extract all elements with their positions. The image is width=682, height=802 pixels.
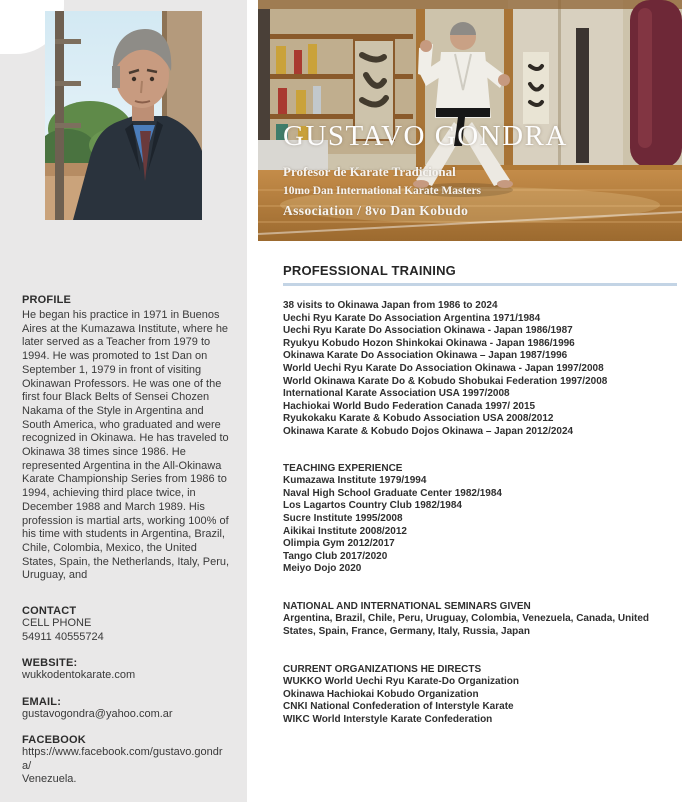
facebook-link[interactable]: https://www.facebook.com/gustavo.gondra/ bbox=[22, 746, 223, 772]
training-item: Okinawa Karate & Kobudo Dojos Okinawa – Japan 2012/2024 bbox=[283, 425, 574, 437]
cell-phone-value: 54911 40555724 bbox=[22, 630, 104, 643]
organization-item: WIKC World Interstyle Karate Confederation bbox=[283, 714, 493, 726]
sidebar-content bbox=[22, 294, 234, 787]
training-item: Uechi Ryu Karate Do Association Okinawa - Japan 1986/1987 bbox=[283, 325, 573, 337]
portrait-photo bbox=[45, 11, 202, 220]
seminars-body: Argentina, Brazil, Chile, Peru, Uruguay, Colombia, Venezuela, Canada, United States, Spain, France, Germany, Italy, Russia, Japan bbox=[283, 613, 650, 638]
hero-overlay bbox=[258, 0, 682, 241]
email-heading: EMAIL: bbox=[22, 695, 62, 708]
website-heading: WEBSITE: bbox=[22, 657, 78, 670]
profile-body: He began his practice in 1971 in Buenos Aires at the Kumazawa Institute, where he later served as a Teacher from 1979 to 1994. He was promoted to 1st Dan on September 1, 1979 in front of visiting Okinawan Professors. He was one of the first four Black Belts of Sensei Chozen Nakama of the Style in Argentina and South America, who graduated and were recognized in Okinawa. He has traveled to Okinawa 38 times since 1986. He represented Argentina in the All-Okinawa Karate Championship Series from 1986 to 1994, achieving third place twice, in December 1988 and March 1989. His profession is martial arts, working 100% of his time with students in Argentina, Brazil, Chile, Colombia, Mexico, the United States, Spain, the Netherlands, Italy, Peru, Uruguay, and bbox=[22, 309, 230, 582]
training-item: Hachiokai World Budo Federation Canada 1997/ 2015 bbox=[283, 400, 536, 412]
email-link[interactable]: gustavogondra@yahoo.com.ar bbox=[22, 707, 173, 720]
organization-item: Okinawa Hachiokai Kobudo Organization bbox=[283, 688, 479, 700]
teaching-item: Los Lagartos Country Club 1982/1984 bbox=[283, 500, 462, 512]
seminars-heading: NATIONAL AND INTERNATIONAL SEMINARS GIVEN bbox=[283, 600, 531, 612]
teaching-experience-heading: TEACHING EXPERIENCE bbox=[283, 462, 403, 474]
teaching-item: Olimpia Gym 2012/2017 bbox=[283, 538, 395, 550]
training-item: International Karate Association USA 1997/2008 bbox=[283, 388, 510, 400]
website-link[interactable]: wukkodentokarate.com bbox=[22, 669, 136, 682]
training-item: World Okinawa Karate Do & Kobudo Shobukai Federation 1997/2008 bbox=[283, 375, 608, 387]
training-item: Uechi Ryu Karate Do Association Argentina 1971/1984 bbox=[283, 312, 541, 324]
contact-section bbox=[22, 605, 234, 644]
cell-phone-label: CELL PHONE bbox=[22, 617, 92, 630]
email-section bbox=[22, 696, 234, 722]
professional-training-heading: PROFESSIONAL TRAINING bbox=[283, 263, 677, 286]
facebook-section bbox=[22, 734, 234, 787]
main-content bbox=[283, 263, 677, 727]
teaching-item: Aikikai Institute 2008/2012 bbox=[283, 525, 407, 537]
organization-item: WUKKO World Uechi Ryu Karate-Do Organization bbox=[283, 676, 519, 688]
hero-subtitle-2: 10mo Dan International Karate Masters bbox=[283, 185, 482, 197]
portrait-photo-illustration bbox=[45, 11, 202, 220]
website-section bbox=[22, 657, 234, 683]
hero-subtitle-3: Association / 8vo Dan Kobudo bbox=[283, 203, 469, 218]
training-item: World Uechi Ryu Karate Do Association Okinawa - Japan 1997/2008 bbox=[283, 362, 604, 374]
training-item: 38 visits to Okinawa Japan from 1986 to 2024 bbox=[283, 300, 498, 311]
contact-heading: CONTACT bbox=[22, 605, 77, 618]
left-sidebar bbox=[0, 0, 247, 802]
organization-item: CNKI National Confederation of Interstyle Karate bbox=[283, 701, 514, 713]
training-item: Ryukyu Kobudo Hozon Shinkokai Okinawa - Japan 1986/1996 bbox=[283, 337, 575, 349]
person-name: GUSTAVO GONDRA bbox=[283, 120, 568, 152]
training-item: Ryukokaku Karate & Kobudo Association USA 2008/2012 bbox=[283, 413, 554, 425]
facebook-extra: Venezuela. bbox=[22, 773, 77, 786]
teaching-item: Sucre Institute 1995/2008 bbox=[283, 512, 403, 524]
training-item: Okinawa Karate Do Association Okinawa – Japan 1987/1996 bbox=[283, 350, 568, 362]
facebook-heading: FACEBOOK bbox=[22, 734, 86, 747]
teaching-item: Meiyo Dojo 2020 bbox=[283, 563, 362, 575]
teaching-item: Kumazawa Institute 1979/1994 bbox=[283, 475, 427, 487]
organizations-heading: CURRENT ORGANIZATIONS HE DIRECTS bbox=[283, 663, 482, 675]
hero-subtitle-1: Profesor de Karate Tradicional bbox=[283, 164, 456, 179]
profile-heading: PROFILE bbox=[22, 294, 72, 306]
dojo-photo bbox=[258, 0, 682, 241]
teaching-item: Tango Club 2017/2020 bbox=[283, 550, 388, 562]
teaching-item: Naval High School Graduate Center 1982/1984 bbox=[283, 487, 502, 499]
